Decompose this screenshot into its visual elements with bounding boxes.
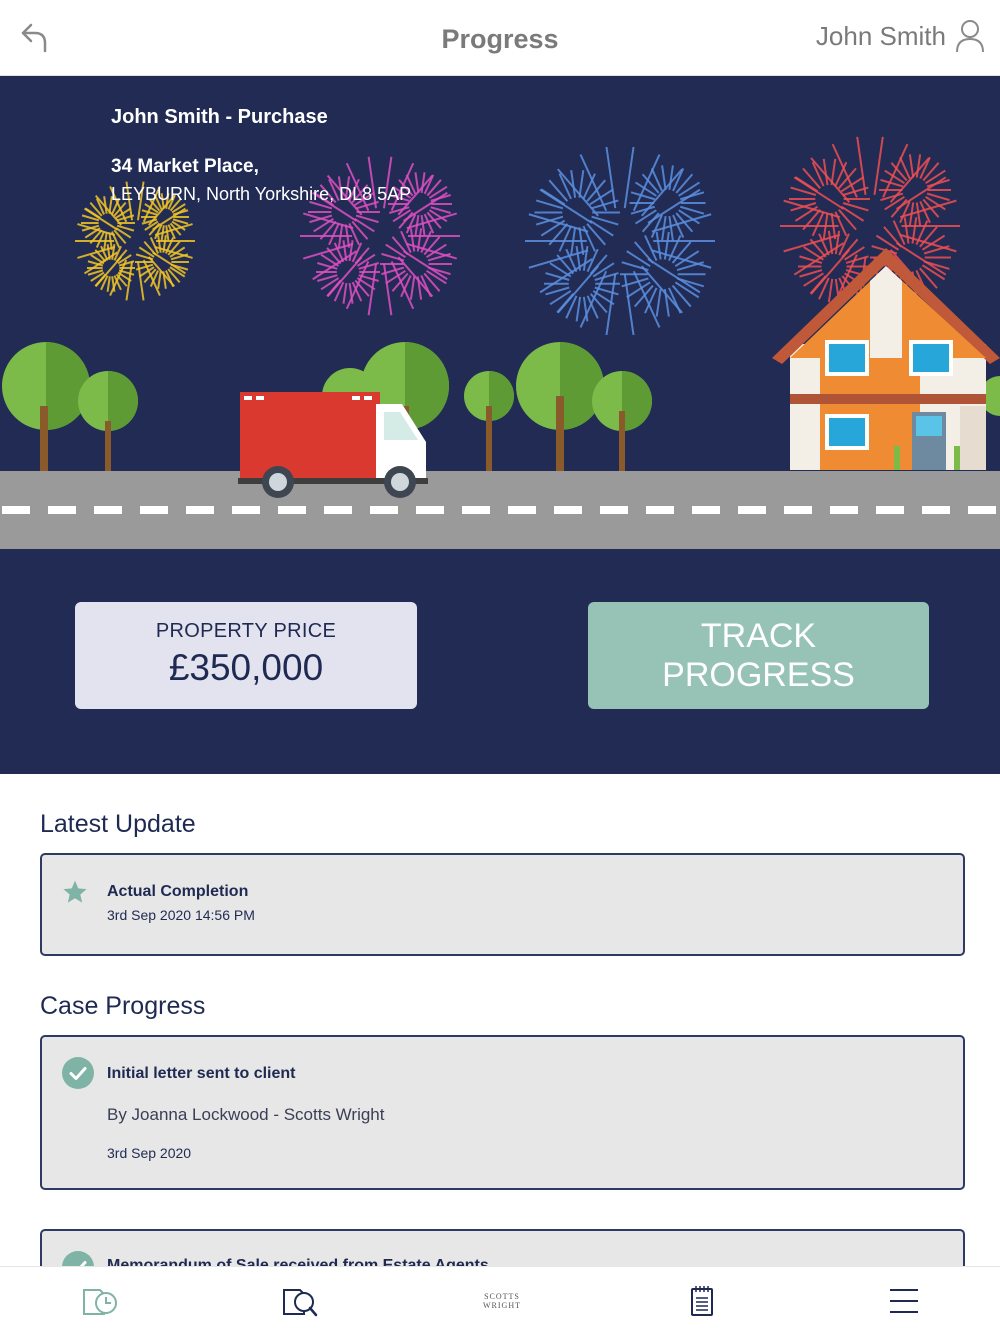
address-line-1: 34 Market Place, <box>111 156 259 177</box>
address-line-2: LEYBURN, North Yorkshire, DL8 5AP <box>111 184 412 204</box>
case-progress-item-date: 3rd Sep 2020 <box>107 1145 192 1161</box>
user-name: John Smith <box>815 20 946 51</box>
nav-menu[interactable] <box>864 1267 944 1334</box>
check-circle-icon <box>62 1057 94 1089</box>
nav-notes[interactable] <box>662 1267 742 1334</box>
bottom-navigation <box>0 1266 1000 1334</box>
house <box>772 248 1000 470</box>
latest-update-heading: Latest Update <box>40 810 196 838</box>
case-progress-item-author: By Joanna Lockwood - Scotts Wright <box>107 1105 385 1124</box>
case-progress-item[interactable] <box>40 1035 965 1190</box>
star-icon <box>62 879 88 905</box>
progress-clock-icon <box>80 1284 120 1318</box>
latest-update-timestamp: 3rd Sep 2020 14:56 PM <box>107 907 255 923</box>
document-search-icon <box>280 1284 320 1318</box>
user-icon <box>954 18 986 54</box>
removal-van <box>238 392 428 498</box>
hero-banner <box>0 76 1000 774</box>
latest-update-title: Actual Completion <box>107 883 249 900</box>
property-price-card <box>75 602 417 709</box>
track-progress-label-1: TRACK <box>700 616 817 655</box>
track-progress-label-2: PROGRESS <box>662 655 855 694</box>
case-title: John Smith - Purchase <box>111 106 328 128</box>
nav-home-brand[interactable] <box>462 1267 542 1334</box>
moving-house-illustration <box>0 76 1000 550</box>
notepad-icon <box>687 1283 717 1319</box>
scotts-wright-logo: SCOTTS WRIGHT <box>483 1292 521 1310</box>
case-progress-heading: Case Progress <box>40 992 206 1020</box>
page-title: Progress <box>441 24 559 54</box>
user-profile-button[interactable] <box>816 16 986 56</box>
menu-icon <box>889 1286 919 1316</box>
nav-progress[interactable] <box>60 1267 140 1334</box>
property-price-label: PROPERTY PRICE <box>155 620 337 642</box>
track-progress-button[interactable] <box>588 602 929 709</box>
case-progress-item-title: Initial letter sent to client <box>107 1065 296 1082</box>
top-bar <box>0 0 1000 76</box>
property-price-value: £350,000 <box>168 647 324 688</box>
nav-documents[interactable] <box>260 1267 340 1334</box>
latest-update-card[interactable] <box>40 853 965 956</box>
